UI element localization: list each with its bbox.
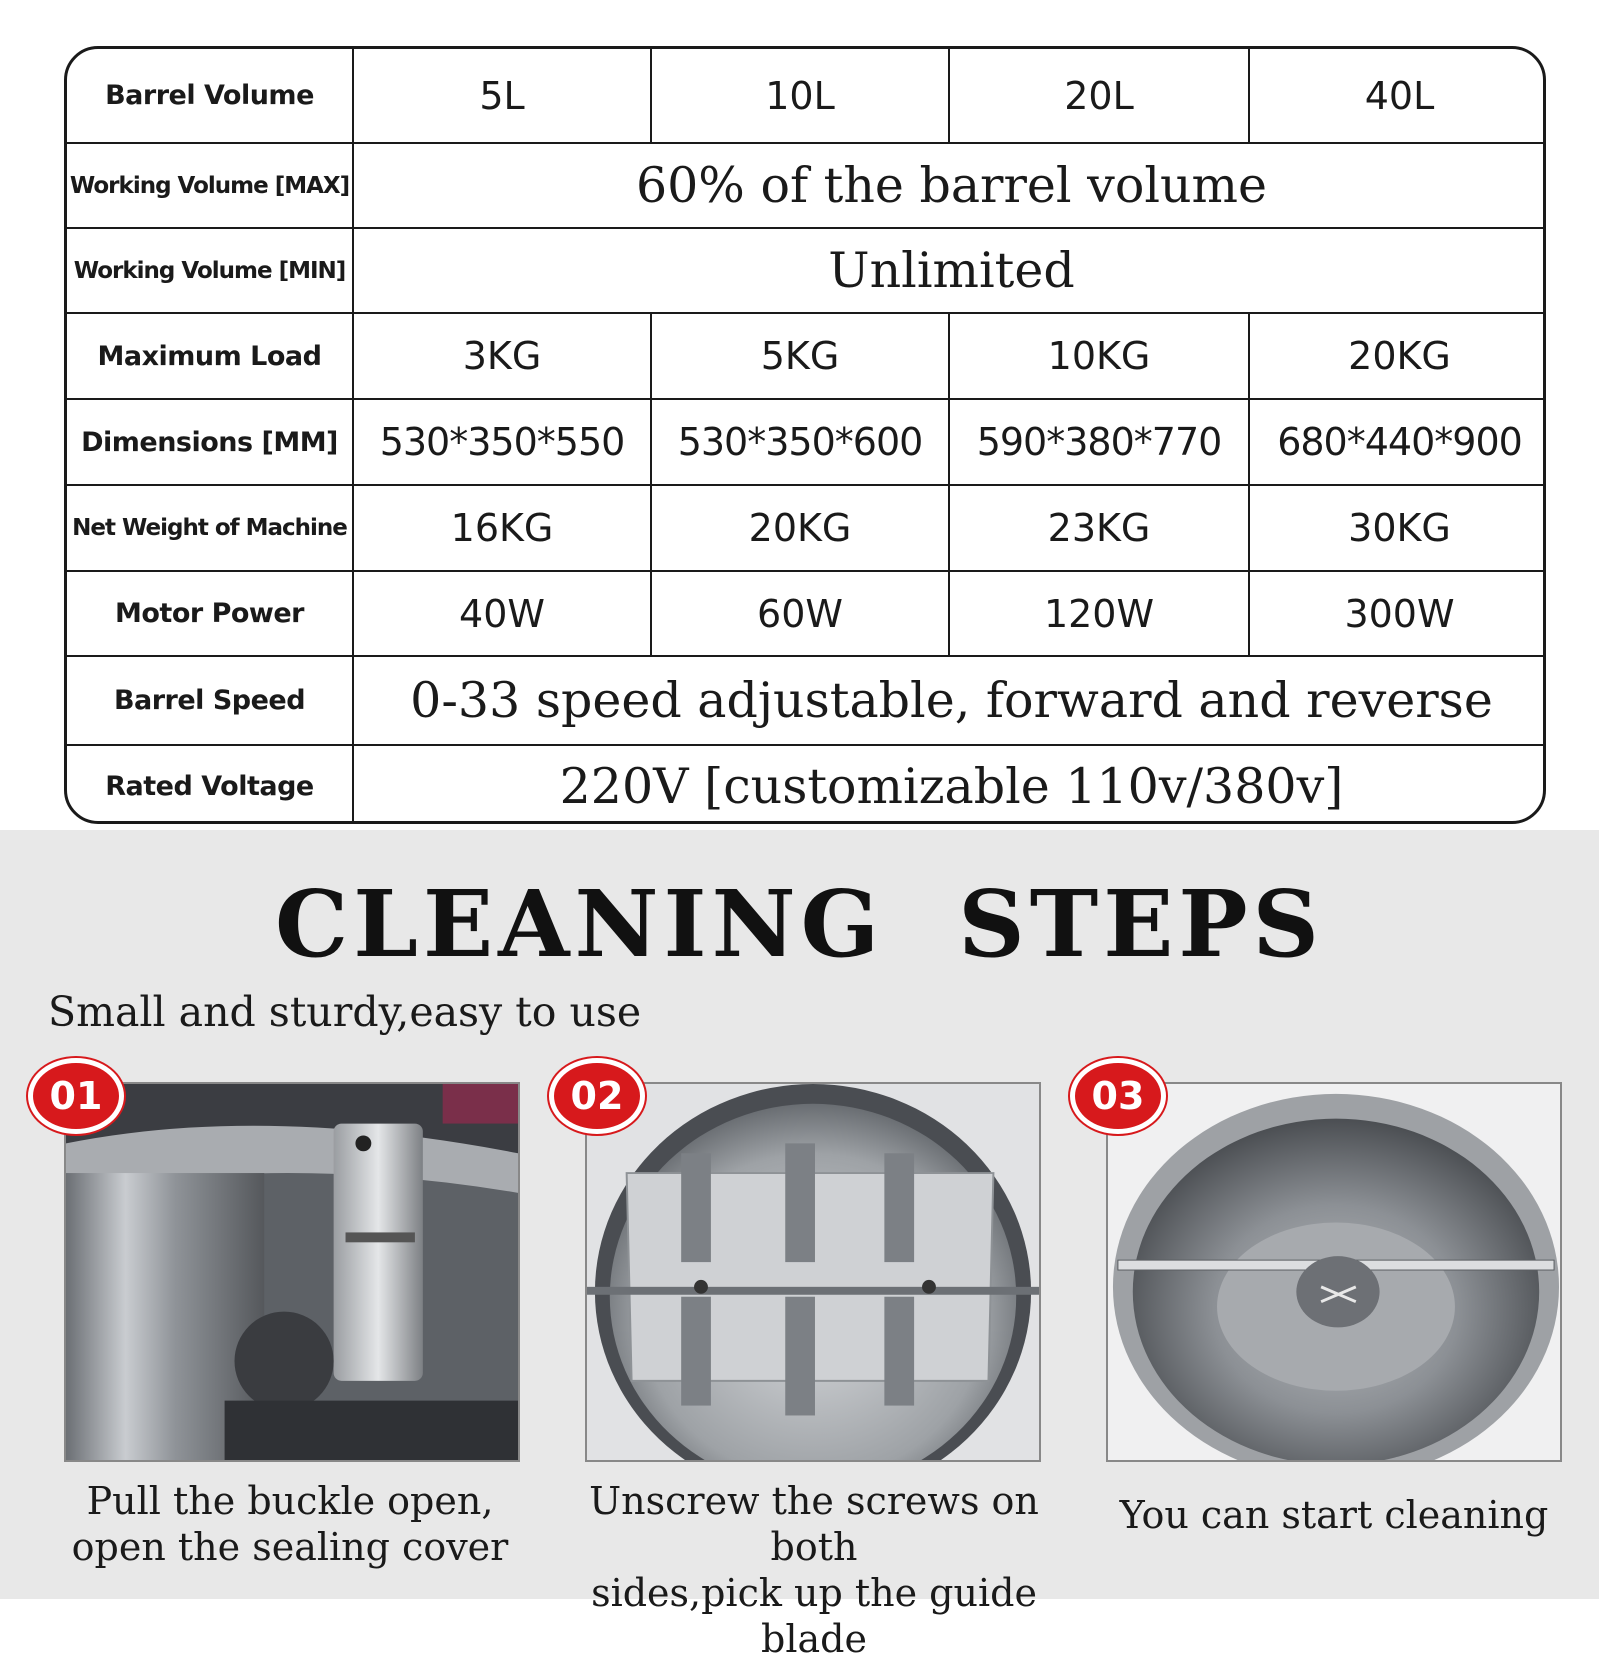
step-3-number-badge: 03: [1070, 1058, 1166, 1134]
row-label: Working Volume [MIN]: [67, 228, 353, 313]
row-label: Barrel Volume: [67, 49, 353, 143]
spec-table: [67, 49, 1546, 824]
table-cell: 23KG: [949, 485, 1249, 571]
table-cell: 20KG: [1249, 313, 1546, 399]
step-2-caption: [544, 1478, 1084, 1662]
row-label: Net Weight of Machine: [67, 485, 353, 571]
table-row: [67, 143, 1546, 228]
table-cell: 680*440*900: [1249, 399, 1546, 485]
step-3-caption: [1064, 1492, 1599, 1538]
cleaning-section: [0, 830, 1599, 1661]
table-cell: 220V [customizable 110v/380v]: [353, 745, 1546, 824]
table-cell: 10KG: [949, 313, 1249, 399]
table-cell: 10L: [651, 49, 949, 143]
table-cell: 0-33 speed adjustable, forward and reverse: [353, 656, 1546, 745]
caption-line: sides,pick up the guide blade: [591, 1571, 1037, 1661]
step-2-photo: [585, 1082, 1041, 1462]
section-subtitle: Small and sturdy,easy to use: [48, 988, 642, 1036]
table-cell: 3KG: [353, 313, 651, 399]
step-1-number-badge: 01: [28, 1058, 124, 1134]
table-cell: 120W: [949, 571, 1249, 656]
table-cell: 60% of the barrel volume: [353, 143, 1546, 228]
table-cell: 530*350*550: [353, 399, 651, 485]
table-cell: 300W: [1249, 571, 1546, 656]
table-cell: 5L: [353, 49, 651, 143]
table-row: [67, 313, 1546, 399]
table-cell: 20KG: [651, 485, 949, 571]
section-title: CLEANING STEPS: [275, 870, 1324, 978]
caption-line: You can start cleaning: [1119, 1493, 1549, 1537]
table-cell: 40W: [353, 571, 651, 656]
table-row: [67, 656, 1546, 745]
caption-line: Pull the buckle open,: [86, 1479, 494, 1523]
table-row: [67, 571, 1546, 656]
step-3-photo: [1106, 1082, 1562, 1462]
table-cell: 590*380*770: [949, 399, 1249, 485]
caption-line: Unscrew the screws on both: [589, 1479, 1039, 1569]
table-cell: 60W: [651, 571, 949, 656]
caption-line: open the sealing cover: [71, 1525, 509, 1569]
table-cell: 16KG: [353, 485, 651, 571]
table-cell: 30KG: [1249, 485, 1546, 571]
table-row: [67, 745, 1546, 824]
row-label: Barrel Speed: [67, 656, 353, 745]
row-label: Rated Voltage: [67, 745, 353, 824]
table-row: [67, 399, 1546, 485]
row-label: Maximum Load: [67, 313, 353, 399]
step-1-caption: [20, 1478, 560, 1570]
spec-table-container: [64, 46, 1546, 824]
table-cell: Unlimited: [353, 228, 1546, 313]
step-2-number-badge: 02: [549, 1058, 645, 1134]
table-cell: 5KG: [651, 313, 949, 399]
row-label: Working Volume [MAX]: [67, 143, 353, 228]
table-row: [67, 228, 1546, 313]
step-1-photo: [64, 1082, 520, 1462]
table-row: [67, 49, 1546, 143]
table-cell: 40L: [1249, 49, 1546, 143]
row-label: Motor Power: [67, 571, 353, 656]
table-row: [67, 485, 1546, 571]
row-label: Dimensions [MM]: [67, 399, 353, 485]
table-cell: 530*350*600: [651, 399, 949, 485]
table-cell: 20L: [949, 49, 1249, 143]
